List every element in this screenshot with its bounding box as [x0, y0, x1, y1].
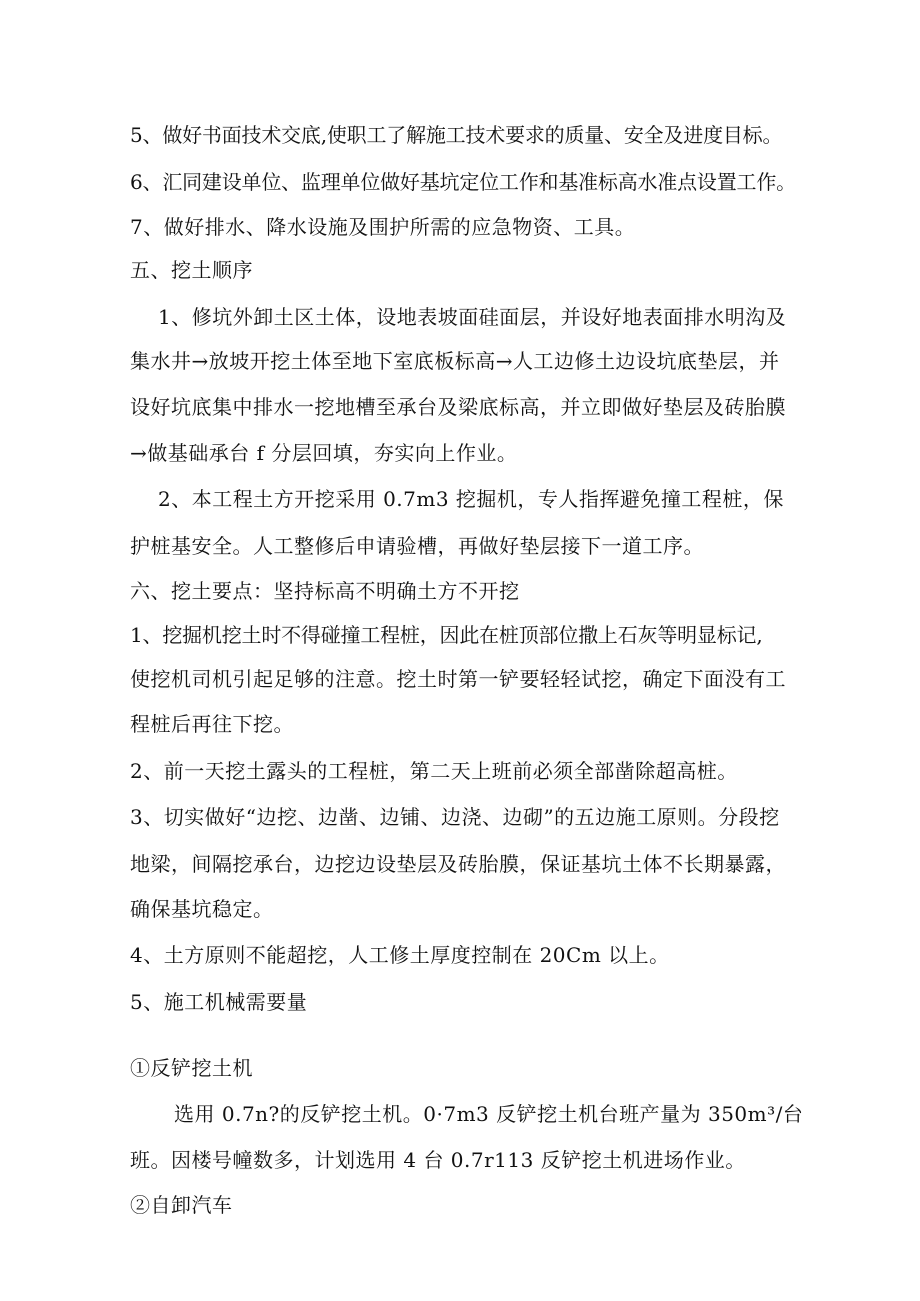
section-heading: 五、挖土顺序 [130, 258, 253, 282]
text-line: 5、做好书面技术交底,使职工了解施工技术要求的质量、安全及进度目标。 [130, 123, 783, 147]
text-line: 设好坑底集中排水一挖地槽至承台及梁底标高，并立即做好垫层及砖胎膜 [130, 395, 786, 419]
text-line: →做基础承台 f 分层回填，夯实向上作业。 [130, 441, 518, 465]
text-line: 1、修坑外卸土区土体，设地表坡面硅面层，并设好地表面排水明沟及 [158, 305, 787, 329]
text-line: 5、施工机械需要量 [130, 990, 308, 1014]
text-line: ②自卸汽车 [130, 1193, 233, 1217]
text-line: 程桩后再往下挖。 [130, 712, 294, 736]
text-line: 6、汇同建设单位、监理单位做好基坑定位工作和基准标高水准点设置工作。 [130, 170, 796, 194]
text-line: 7、做好排水、降水设施及围护所需的应急物资、工具。 [130, 215, 636, 239]
text-line: ①反铲挖土机 [130, 1056, 253, 1080]
text-line: 地梁，间隔挖承台，边挖边设垫层及砖胎膜，保证基坑土体不长期暴露， [130, 852, 786, 876]
text-line: 3、切实做好“边挖、边凿、边铺、边浇、边砌”的五边施工原则。分段挖 [130, 805, 780, 829]
text-line: 4、土方原则不能超挖，人工修土厚度控制在 20Cm 以上。 [130, 943, 670, 967]
text-line: 2、本工程土方开挖采用 0.7m3 挖掘机，专人指挥避免撞工程桩，保 [158, 487, 784, 511]
section-heading: 六、挖土要点：坚持标高不明确土方不开挖 [130, 579, 520, 603]
text-line: 集水井→放坡开挖土体至地下室底板标高→人工边修土边设坑底垫层，并 [130, 349, 780, 373]
text-line: 1、挖掘机挖土时不得碰撞工程桩，因此在桩顶部位撒上石灰等明显标记, [130, 623, 763, 647]
text-line: 2、前一天挖土露头的工程桩，第二天上班前必须全部凿除超高桩。 [130, 759, 738, 783]
text-line: 选用 0.7n?的反铲挖土机。0·7m3 反铲挖土机台班产量为 350m³/台 [174, 1102, 804, 1126]
text-line: 确保基坑稳定。 [130, 897, 274, 921]
text-line: 护桩基安全。人工整修后申请验槽，再做好垫层接下一道工序。 [130, 534, 704, 558]
text-line: 班。因楼号幢数多，计划选用 4 台 0.7r113 反铲挖土机进场作业。 [130, 1148, 746, 1172]
text-line: 使挖机司机引起足够的注意。挖土时第一铲要轻轻试挖，确定下面没有工 [130, 667, 786, 691]
